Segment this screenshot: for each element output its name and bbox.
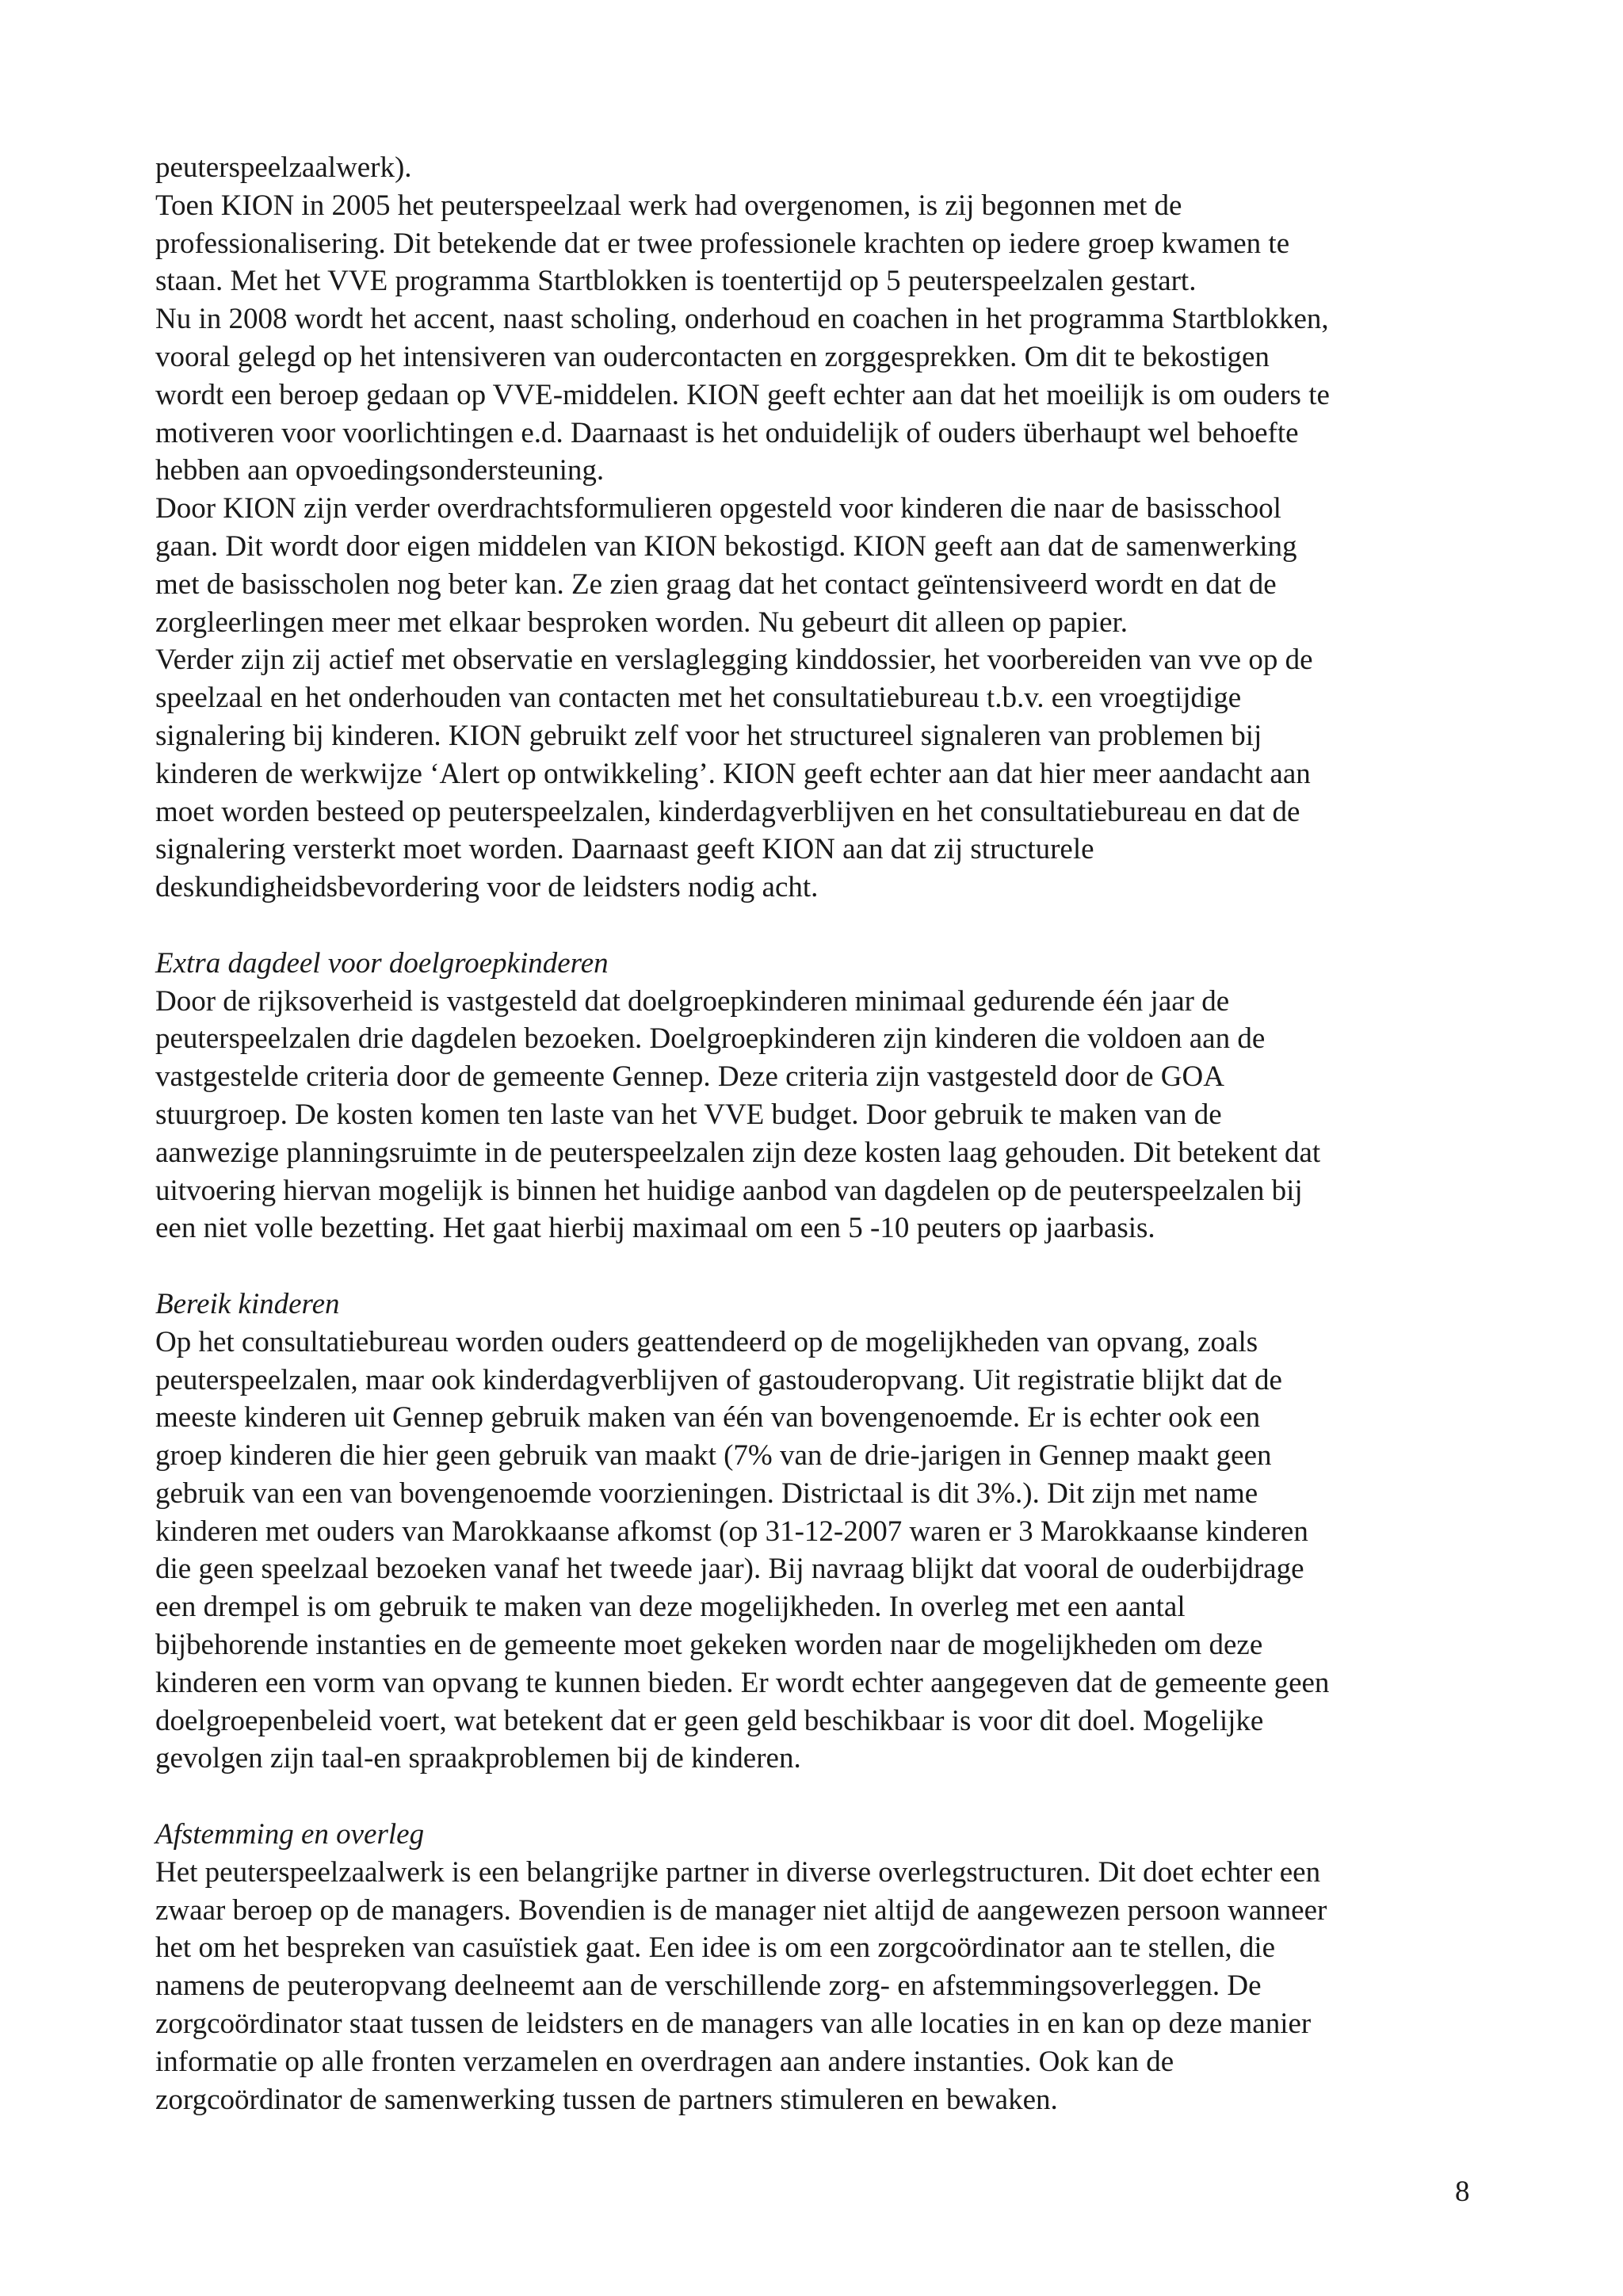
section-heading: Afstemming en overleg [155, 1818, 425, 1851]
text-line: Door de rijksoverheid is vastgesteld dat doelgroepkinderen minimaal gedurende één jaar de [155, 984, 1230, 1018]
text-line: vastgestelde criteria door de gemeente Gennep. Deze criteria zijn vastgesteld door de GOA [155, 1060, 1224, 1094]
text-line: doelgroepenbeleid voert, wat betekent dat er geen geld beschikbaar is voor dit doel. Mogelijke [155, 1704, 1264, 1737]
text-line: Op het consultatiebureau worden ouders geattendeerd op de mogelijkheden van opvang, zoals [155, 1325, 1258, 1358]
text-line: het om het bespreken van casuïstiek gaat. Een idee is om een zorgcoördinator aan te stellen, die [155, 1931, 1276, 1965]
section-bereik-kinderen [155, 1286, 1503, 1778]
text-line: professionalisering. Dit betekende dat er twee professionele krachten op iedere groep kwamen te [155, 227, 1290, 260]
text-line: Nu in 2008 wordt het accent, naast scholing, onderhoud en coachen in het programma Startblokken, [155, 303, 1329, 336]
text-line: zorgcoördinator staat tussen de leidsters en de managers van alle locaties in en kan op deze manier [155, 2008, 1312, 2041]
text-line: hebben aan opvoedingsondersteuning. [155, 454, 605, 487]
text-line: peuterspeelzalen drie dagdelen bezoeken. Doelgroepkinderen zijn kinderen die voldoen aan de [155, 1022, 1266, 1056]
section-afstemming-overleg [155, 1816, 1503, 2118]
text-line: Toen KION in 2005 het peuterspeelzaal werk had overgenomen, is zij begonnen met de [155, 189, 1182, 222]
document-page [155, 149, 1503, 2118]
text-line: Het peuterspeelzaalwerk is een belangrijke partner in diverse overlegstructuren. Dit doet echter een [155, 1855, 1321, 1889]
text-line: wordt een beroep gedaan op VVE-middelen. KION geeft echter aan dat het moeilijk is om ouders te [155, 378, 1330, 411]
text-line: signalering bij kinderen. KION gebruikt zelf voor het structureel signaleren van problemen bij [155, 719, 1262, 752]
section-gap [155, 1778, 1503, 1816]
text-line: kinderen een vorm van opvang te kunnen bieden. Er wordt echter aangegeven dat de gemeente geen [155, 1666, 1330, 1699]
section-extra-dagdeel [155, 945, 1503, 1247]
text-line: uitvoering hiervan mogelijk is binnen het huidige aanbod van dagdelen op de peuterspeelzalen bij [155, 1174, 1303, 1207]
text-line: stuurgroep. De kosten komen ten laste van het VVE budget. Door gebruik te maken van de [155, 1098, 1222, 1131]
text-line: Verder zijn zij actief met observatie en verslaglegging kinddossier, het voorbereiden van vve op de [155, 644, 1313, 677]
text-line: peuterspeelzalen, maar ook kinderdagverblijven of gastouderopvang. Uit registratie blijkt dat de [155, 1363, 1282, 1396]
text-line: die geen speelzaal bezoeken vanaf het tweede jaar). Bij navraag blijkt dat vooral de ouderbijdrage [155, 1553, 1304, 1586]
text-line: zorgleerlingen meer met elkaar besproken worden. Nu gebeurt dit alleen op papier. [155, 606, 1128, 639]
text-line: met de basisscholen nog beter kan. Ze zien graag dat het contact geïntensiveerd wordt en dat de [155, 567, 1277, 601]
text-line: een drempel is om gebruik te maken van deze mogelijkheden. In overleg met een aantal [155, 1591, 1186, 1624]
section-heading: Extra dagdeel voor doelgroepkinderen [155, 946, 609, 980]
text-line: gevolgen zijn taal-en spraakproblemen bij de kinderen. [155, 1742, 801, 1775]
text-line: namens de peuteropvang deelneemt aan de verschillende zorg- en afstemmingsoverleggen. De [155, 1969, 1262, 2003]
text-line: motiveren voor voorlichtingen e.d. Daarnaast is het onduidelijk of ouders überhaupt wel behoefte [155, 416, 1299, 449]
text-line: vooral gelegd op het intensiveren van oudercontacten en zorggesprekken. Om dit te bekostigen [155, 340, 1270, 373]
text-line: informatie op alle fronten verzamelen en overdragen aan andere instanties. Ook kan de [155, 2045, 1174, 2078]
text-line: staan. Met het VVE programma Startblokken is toentertijd op 5 peuterspeelzalen gestart. [155, 265, 1197, 298]
section-gap [155, 1247, 1503, 1286]
text-line: kinderen de werkwijze ‘Alert op ontwikkeling’. KION geeft echter aan dat hier meer aandacht aan [155, 757, 1311, 790]
section-gap [155, 907, 1503, 945]
text-line: gebruik van een van bovengenoemde voorzieningen. Districtaal is dit 3%.). Dit zijn met name [155, 1477, 1258, 1510]
text-line: groep kinderen die hier geen gebruik van maakt (7% van de drie-jarigen in Gennep maakt geen [155, 1439, 1272, 1473]
text-line: signalering versterkt moet worden. Daarnaast geeft KION aan dat zij structurele [155, 833, 1094, 866]
text-line: Door KION zijn verder overdrachtsformulieren opgesteld voor kinderen die naar de basisschool [155, 492, 1281, 525]
text-line: deskundigheidsbevordering voor de leidsters nodig acht. [155, 871, 819, 904]
text-line: zorgcoördinator de samenwerking tussen de partners stimuleren en bewaken. [155, 2083, 1058, 2116]
section-heading: Bereik kinderen [155, 1287, 340, 1320]
text-line: meeste kinderen uit Gennep gebruik maken van één van bovengenoemde. Er is echter ook een [155, 1401, 1261, 1435]
text-line: aanwezige planningsruimte in de peuterspeelzalen zijn deze kosten laag gehouden. Dit betekent dat [155, 1136, 1321, 1169]
page-number: 8 [1455, 2176, 1470, 2208]
text-line: bijbehorende instanties en de gemeente moet gekeken worden naar de mogelijkheden om deze [155, 1629, 1263, 1662]
text-line: speelzaal en het onderhouden van contacten met het consultatiebureau t.b.v. een vroegtijdige [155, 682, 1242, 715]
text-line: zwaar beroep op de managers. Bovendien is de manager niet altijd de aangewezen persoon wanneer [155, 1893, 1327, 1927]
intro-paragraph [155, 149, 1503, 907]
text-line: moet worden besteed op peuterspeelzalen, kinderdagverblijven en het consultatiebureau en dat de [155, 795, 1300, 828]
text-line: peuterspeelzaalwerk). [155, 151, 412, 184]
text-line: gaan. Dit wordt door eigen middelen van KION bekostigd. KION geeft aan dat de samenwerking [155, 529, 1297, 563]
text-line: een niet volle bezetting. Het gaat hierbij maximaal om een 5 -10 peuters op jaarbasis. [155, 1212, 1155, 1245]
text-line: kinderen met ouders van Marokkaanse afkomst (op 31-12-2007 waren er 3 Marokkaanse kinderen [155, 1515, 1308, 1548]
